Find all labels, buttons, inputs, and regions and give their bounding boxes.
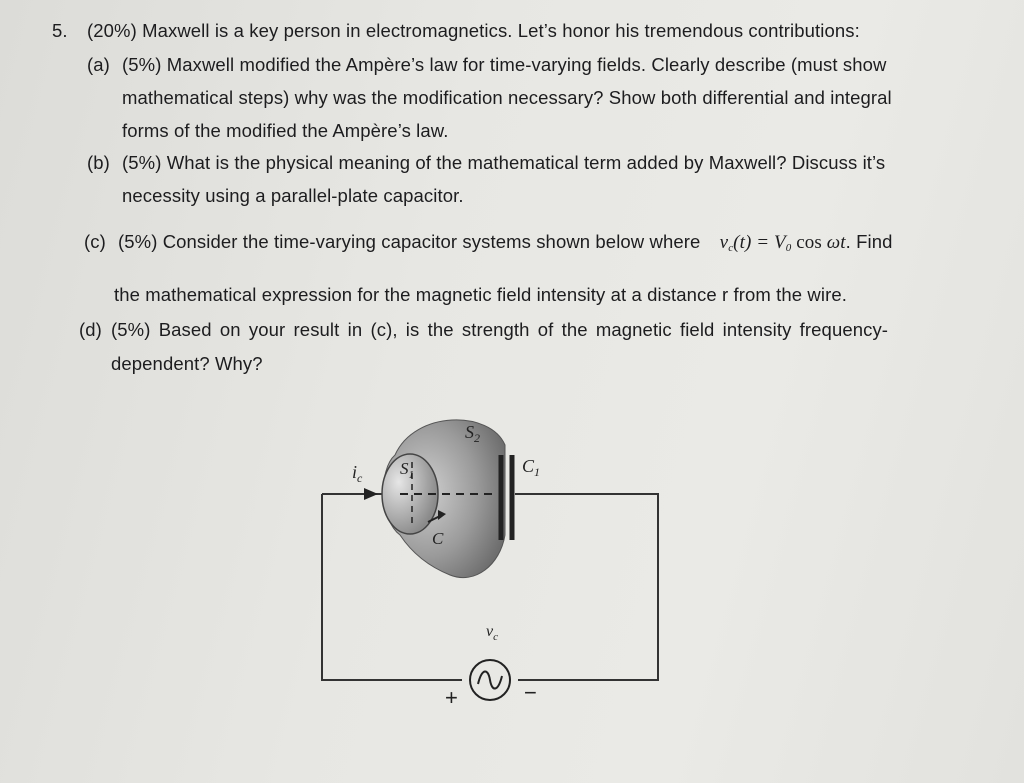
question-header: (20%) Maxwell is a key person in electromagnetics. Let’s honor his tremendous contributions: xyxy=(87,20,860,41)
label-minus: − xyxy=(524,680,537,705)
part-c-text: (5%) Consider the time-varying capacitor systems shown below where xyxy=(118,231,701,252)
circuit-wire-right xyxy=(515,494,658,680)
label-c1: $C_1$ xyxy=(522,456,541,479)
part-c-find: . Find xyxy=(845,231,893,252)
part-c-line1 xyxy=(118,231,892,254)
label-s1: $S_1$ xyxy=(400,459,414,481)
current-arrow xyxy=(364,488,378,500)
part-a-line3: forms of the modified the Ampère’s law. xyxy=(122,120,449,141)
part-b-line1: (5%) What is the physical meaning of the mathematical term added by Maxwell? Discuss it’s xyxy=(122,152,886,173)
part-d-line1: (5%) Based on your result in (c), is the strength of the magnetic field intensity frequency- xyxy=(111,319,889,340)
label-ic: $i_c$ xyxy=(352,462,363,485)
voltage-equation: $v_c(t) = V_0$ cos ωt xyxy=(719,232,846,254)
capacitor-circuit-diagram xyxy=(300,400,700,730)
part-b-label: (b) xyxy=(87,152,110,173)
part-b-line2: necessity using a parallel-plate capacitor. xyxy=(122,185,464,206)
label-plus: + xyxy=(445,685,458,710)
part-d-line2: dependent? Why? xyxy=(111,353,263,374)
part-a-label: (a) xyxy=(87,54,110,75)
part-a-line2: mathematical steps) why was the modification necessary? Show both differential and integral xyxy=(122,87,892,108)
part-c-label: (c) xyxy=(84,231,106,252)
part-d-label: (d) xyxy=(79,319,102,340)
label-s2: $S_2$ xyxy=(465,422,480,445)
label-vc: $v_c$ xyxy=(486,623,498,643)
label-contour-c: C xyxy=(432,529,444,548)
part-a-line1: (5%) Maxwell modified the Ampère’s law for time-varying fields. Clearly describe (must show xyxy=(122,54,887,75)
question-number: 5. xyxy=(52,20,68,41)
part-c-line2: the mathematical expression for the magnetic field intensity at a distance r from the wire. xyxy=(114,284,847,305)
